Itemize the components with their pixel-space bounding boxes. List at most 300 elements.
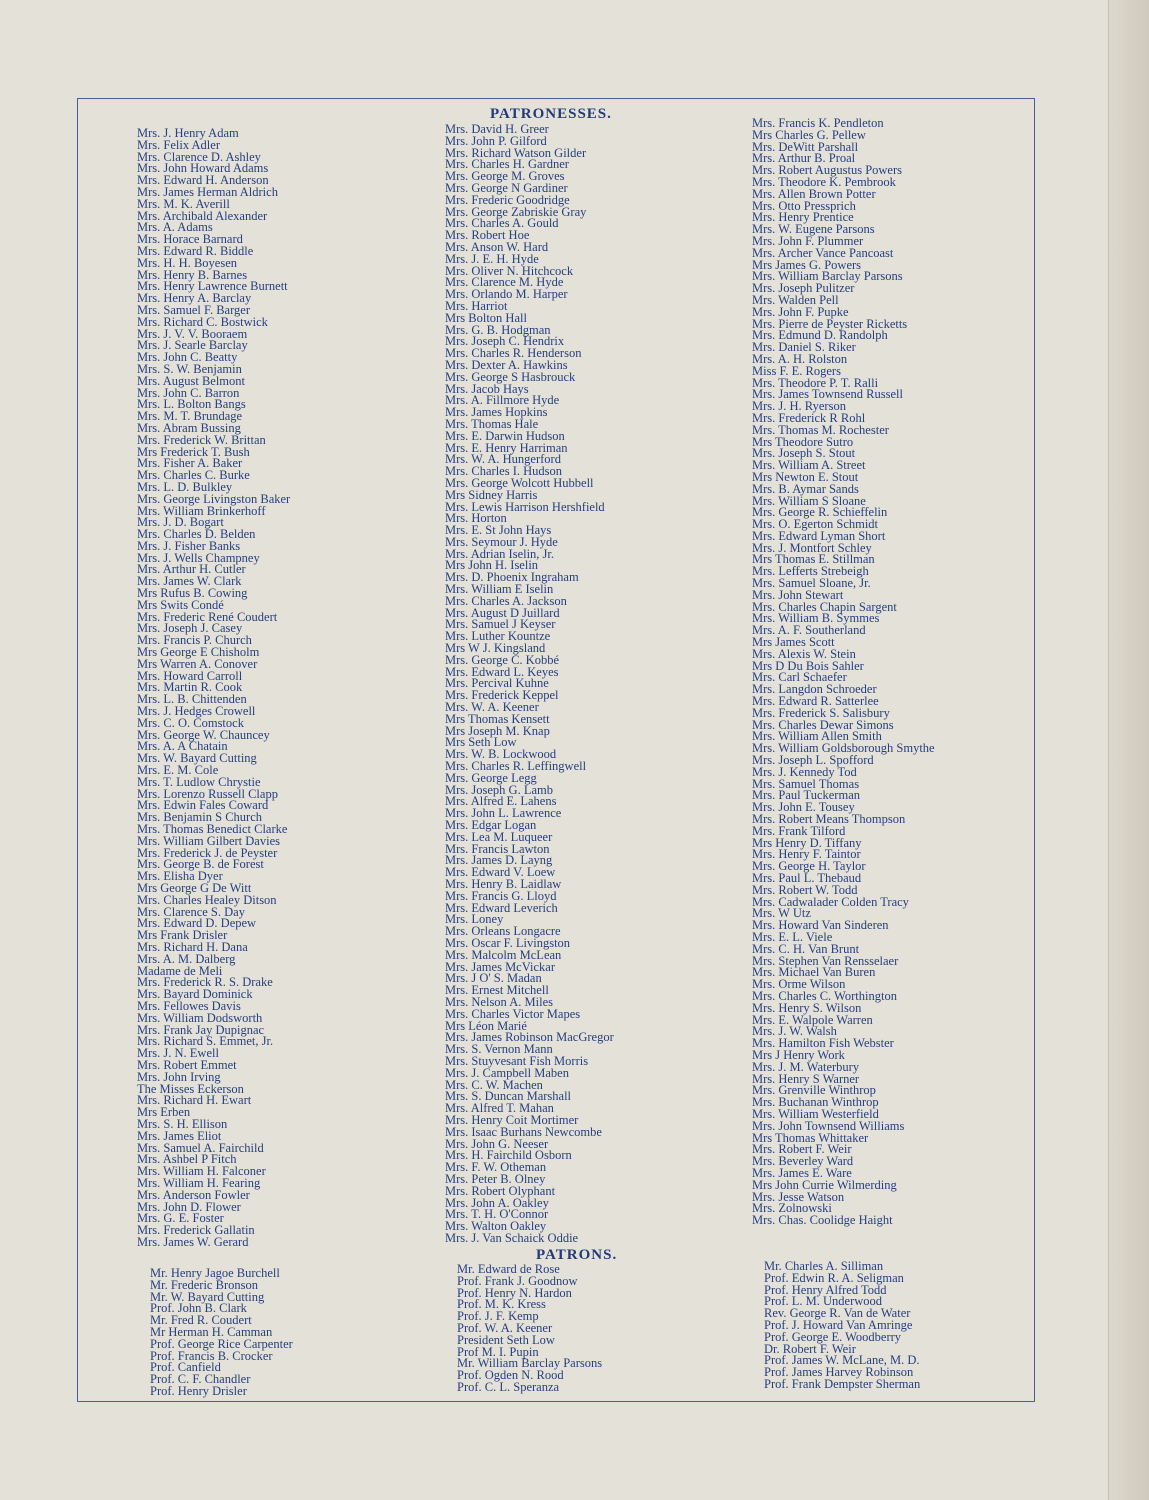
list-item: Mrs. Stephen Van Rensselaer xyxy=(752,953,899,968)
list-item: Mrs. W. Eugene Parsons xyxy=(752,222,875,237)
list-item: Mrs. Walden Pell xyxy=(752,292,839,307)
list-item: Mrs. Richard Watson Gilder xyxy=(445,145,587,160)
list-item: Mrs. William Gilbert Davies xyxy=(137,833,280,848)
list-item: Mrs. David H. Greer xyxy=(445,122,549,136)
list-item: Mrs. Martin R. Cook xyxy=(137,680,243,695)
list-item: Mrs. Robert Olyphant xyxy=(445,1183,556,1198)
list-item: Mrs. Edmund D. Randolph xyxy=(752,328,888,343)
list-item: Mrs. John F. Plummer xyxy=(752,233,864,248)
list-item: Mrs. Adrian Iselin, Jr. xyxy=(445,546,555,561)
list-item: Mrs. George B. de Forest xyxy=(137,857,264,872)
list-item: Mrs. E. Darwin Hudson xyxy=(445,428,565,443)
list-item: Mrs. Lefferts Strebeigh xyxy=(752,564,869,579)
list-item: Mrs. Francis K. Pendleton xyxy=(752,116,884,130)
list-item: Mrs. William Westerfield xyxy=(752,1106,879,1121)
list-item: Mrs. Joseph S. Stout xyxy=(752,446,856,461)
list-item: Mrs. John D. Flower xyxy=(137,1199,241,1214)
list-item: Mrs. Charles A. Jackson xyxy=(445,593,567,608)
list-item: Mrs. Frederick S. Salisbury xyxy=(752,705,890,720)
list-item: Mrs. James Herman Aldrich xyxy=(137,184,278,199)
list-item: Mrs. Samuel F. Barger xyxy=(137,302,250,317)
list-item: Mrs Bolton Hall xyxy=(445,310,527,325)
list-item: Mrs. Samuel J Keyser xyxy=(445,617,556,632)
patrons-heading: PATRONS. xyxy=(536,1247,618,1263)
list-item: Mrs. Ernest Mitchell xyxy=(445,983,549,998)
list-item: Mrs. Nelson A. Miles xyxy=(445,994,553,1009)
list-item: Mrs. Alfred T. Mahan xyxy=(445,1101,554,1116)
list-item: Mrs. Theodore K. Pembrook xyxy=(752,174,896,189)
list-item: Mrs. C. H. Van Brunt xyxy=(752,941,860,956)
list-item: Mrs. W. A. Hungerford xyxy=(445,452,561,467)
list-item: Mrs. Henry S Warner xyxy=(752,1071,860,1086)
list-item: Prof M. I. Pupin xyxy=(457,1344,539,1359)
list-item: Mrs. S. H. Ellison xyxy=(137,1116,228,1131)
list-item: Mrs Léon Marié xyxy=(445,1018,527,1033)
list-item: Miss F. E. Rogers xyxy=(752,363,841,378)
list-item: Mrs. Joseph G. Lamb xyxy=(445,782,553,797)
list-item: Mrs. Carl Schaefer xyxy=(752,670,847,685)
list-item: Mrs Henry D. Tiffany xyxy=(752,835,862,850)
list-item: Mrs. Joseph C. Hendrix xyxy=(445,334,565,349)
list-item: Mrs. Joseph J. Casey xyxy=(137,621,243,636)
list-item: Mrs. L. D. Bulkley xyxy=(137,479,233,494)
list-item: Mrs. Dexter A. Hawkins xyxy=(445,357,568,372)
list-item: Mrs. Arthur H. Cutler xyxy=(137,562,246,577)
list-item: Mrs Thomas Kensett xyxy=(445,711,550,726)
list-item: Mrs. John L. Lawrence xyxy=(445,806,562,821)
list-item: Mrs. Francis Lawton xyxy=(445,841,550,856)
list-item: Mrs. Oliver N. Hitchcock xyxy=(445,263,574,278)
patrons-column-3 xyxy=(764,1261,920,1391)
list-item: Mrs. George M. Groves xyxy=(445,169,565,184)
list-item: Mrs. Anderson Fowler xyxy=(137,1187,250,1202)
list-item: Mrs. Robert Means Thompson xyxy=(752,812,906,827)
list-item: Mrs. Fellowes Davis xyxy=(137,998,241,1013)
list-item: Mrs. Frank Tilford xyxy=(752,823,846,838)
list-item: Mrs. Howard Carroll xyxy=(137,668,243,683)
list-item: Mrs. A. F. Southerland xyxy=(752,623,866,638)
list-item: Mrs. Frederick J. de Peyster xyxy=(137,845,278,860)
list-item: Mrs. Francis P. Church xyxy=(137,633,252,648)
list-item: Mr. Edward de Rose xyxy=(457,1262,560,1276)
list-item: Prof. Canfield xyxy=(150,1360,221,1375)
list-item: Prof. W. A. Keener xyxy=(457,1320,553,1335)
list-item: Mrs. Abram Bussing xyxy=(137,420,241,435)
list-item: Mrs. S. W. Benjamin xyxy=(137,361,242,376)
list-item: Mrs. Charles I. Hudson xyxy=(445,464,563,479)
list-item: Mrs. Samuel Thomas xyxy=(752,776,860,791)
list-item: Mrs. A. Adams xyxy=(137,220,213,235)
list-item: Rev. George R. Van de Water xyxy=(764,1306,911,1321)
list-item: Mrs. Thomas Hale xyxy=(445,416,539,431)
list-item: Mrs. Frederic René Coudert xyxy=(137,609,278,624)
list-item: Mrs. George W. Chauncey xyxy=(137,727,270,742)
list-item: Mrs. S. Duncan Marshall xyxy=(445,1089,572,1104)
list-item: Prof. J. F. Kemp xyxy=(457,1309,539,1324)
list-item: Prof. James Harvey Robinson xyxy=(764,1365,914,1380)
list-item: Mrs. Charles Healey Ditson xyxy=(137,892,277,907)
list-item: Mrs. J. Henry Adam xyxy=(137,126,239,140)
list-item: Mrs. Joseph Pulitzer xyxy=(752,281,855,296)
list-item: Mrs. George Legg xyxy=(445,770,537,785)
list-item: Mrs. Thomas M. Rochester xyxy=(752,422,889,437)
list-item: Prof. George Rice Carpenter xyxy=(150,1336,293,1351)
list-item: Prof. Henry Alfred Todd xyxy=(764,1282,887,1297)
list-item: Prof. J. Howard Van Amringe xyxy=(764,1317,913,1332)
list-item: Prof. L. M. Underwood xyxy=(764,1294,883,1309)
list-item: Mrs. Orme Wilson xyxy=(752,977,846,992)
list-item: Mrs. George N Gardiner xyxy=(445,180,568,195)
list-item: Mrs. Horton xyxy=(445,511,507,526)
list-item: Mrs. Henry B. Barnes xyxy=(137,267,248,282)
list-item: Mrs. Richard H. Dana xyxy=(137,939,248,954)
list-item: Mrs. J. Fisher Banks xyxy=(137,538,241,553)
list-item: Mrs. J. Kennedy Tod xyxy=(752,764,857,779)
list-item: Mrs. James W. Clark xyxy=(137,574,242,589)
list-item: Mrs. A. A Chatain xyxy=(137,739,228,754)
list-item: Prof. Frank J. Goodnow xyxy=(457,1273,578,1288)
list-item: Mrs. G. B. Hodgman xyxy=(445,322,551,337)
list-item: Mrs. Langdon Schroeder xyxy=(752,682,877,697)
list-item: Mrs. M. T. Brundage xyxy=(137,409,243,424)
list-item: Prof. Henry N. Hardon xyxy=(457,1285,572,1300)
list-item: Mrs. Hamilton Fish Webster xyxy=(752,1036,894,1051)
list-item: Mrs. James W. Gerard xyxy=(137,1234,249,1249)
list-item: Mrs. Charles R. Leffingwell xyxy=(445,759,587,774)
list-item: Mrs. August D Juillard xyxy=(445,605,560,620)
list-item: Mrs. J. N. Ewell xyxy=(137,1046,219,1061)
list-item: Mrs. James Townsend Russell xyxy=(752,387,903,402)
list-item: Mrs. William Goldsborough Smythe xyxy=(752,741,935,756)
list-item: Mrs Seth Low xyxy=(445,735,517,750)
list-item: Mrs. John C. Beatty xyxy=(137,350,238,365)
list-item: Mrs. Edward H. Anderson xyxy=(137,173,269,188)
patrons-column-2 xyxy=(457,1264,602,1394)
list-item: Mrs. Fisher A. Baker xyxy=(137,456,243,471)
list-item: Dr. Robert F. Weir xyxy=(764,1341,856,1356)
list-item: Mrs. Lea M. Luqueer xyxy=(445,829,553,844)
list-item: Mrs. Elisha Dyer xyxy=(137,869,223,884)
list-item: Mrs. Paul Tuckerman xyxy=(752,788,860,803)
list-item: Mrs. Edgar Logan xyxy=(445,818,537,833)
list-item: Mrs. E. M. Cole xyxy=(137,763,219,778)
list-item: Mrs. J. Searle Barclay xyxy=(137,338,248,353)
list-item: Mrs. Charles D. Belden xyxy=(137,527,256,542)
list-item: Mrs Warren A. Conover xyxy=(137,656,258,671)
list-item: Prof. John B. Clark xyxy=(150,1301,247,1316)
list-item: Mrs. Zolnowski xyxy=(752,1201,832,1216)
list-item: Mrs. James Robinson MacGregor xyxy=(445,1030,614,1045)
list-item: Mrs. George C. Kobbé xyxy=(445,652,559,667)
list-item: Mrs Thomas E. Stillman xyxy=(752,552,875,567)
list-item: Mrs. William Barclay Parsons xyxy=(752,269,903,284)
list-item: Mrs. A. H. Rolston xyxy=(752,351,848,366)
list-item: Mrs. J. M. Waterbury xyxy=(752,1059,860,1074)
list-item: Mrs. Edward R. Biddle xyxy=(137,243,254,258)
list-item: Mrs. Henry A. Barclay xyxy=(137,291,252,306)
list-item: Mrs. E. L. Viele xyxy=(752,929,833,944)
list-item: Mrs. B. Aymar Sands xyxy=(752,481,859,496)
list-item: Mrs James G. Powers xyxy=(752,257,862,272)
list-item: Mrs. Frederick Keppel xyxy=(445,688,559,703)
list-item: Prof. Frank Dempster Sherman xyxy=(764,1376,921,1391)
list-item: Mrs. George Livingston Baker xyxy=(137,491,291,506)
list-item: Mrs George E Chisholm xyxy=(137,645,260,660)
list-item: Mrs. J. Campbell Maben xyxy=(445,1065,569,1080)
list-item: Mrs. Luther Kountze xyxy=(445,629,551,644)
list-item: Mrs. Horace Barnard xyxy=(137,232,243,247)
list-item: Mrs. Lewis Harrison Hershfield xyxy=(445,499,605,514)
list-item: Mrs. Anson W. Hard xyxy=(445,239,549,254)
list-item: Mrs. Charles C. Burke xyxy=(137,468,250,483)
list-item: Mrs. William H. Falconer xyxy=(137,1164,266,1179)
list-item: Prof. C. L. Speranza xyxy=(457,1379,560,1394)
list-item: Mrs Newton E. Stout xyxy=(752,469,859,484)
list-item: Mrs. John F. Pupke xyxy=(752,304,849,319)
list-item: President Seth Low xyxy=(457,1332,555,1347)
list-item: Mrs John H. Iselin xyxy=(445,558,539,573)
list-item: Mrs. Francis G. Lloyd xyxy=(445,888,557,903)
list-item: Prof. Francis B. Crocker xyxy=(150,1348,273,1363)
list-item: Prof. C. F. Chandler xyxy=(150,1372,251,1387)
list-item: Mrs. Pierre de Peyster Ricketts xyxy=(752,316,908,331)
list-item: Mrs. J. H. Ryerson xyxy=(752,399,846,414)
page-edge xyxy=(1108,0,1149,1500)
list-item: Mrs. Robert W. Todd xyxy=(752,882,858,897)
list-item: Mrs. William Dodsworth xyxy=(137,1010,263,1025)
list-item: Prof. Henry Drisler xyxy=(150,1383,247,1398)
list-item: Mrs. W. B. Lockwood xyxy=(445,747,557,762)
list-item: Mrs. Alexis W. Stein xyxy=(752,646,856,661)
list-item: Mrs. Frederick W. Brittan xyxy=(137,432,266,447)
list-item: Mrs. J. V. V. Booraem xyxy=(137,326,248,341)
list-item: Mrs. Allen Brown Potter xyxy=(752,186,876,201)
list-item: Mrs. James D. Layng xyxy=(445,853,553,868)
list-item: Mrs. W. Bayard Cutting xyxy=(137,751,257,766)
list-item: Mrs. William B. Symmes xyxy=(752,611,880,626)
list-item: Mrs. Richard S. Emmet, Jr. xyxy=(137,1034,274,1049)
list-item: Mrs. John G. Neeser xyxy=(445,1136,549,1151)
list-item: Mrs Theodore Sutro xyxy=(752,434,854,449)
list-item: Mrs. John C. Barron xyxy=(137,385,240,400)
list-item: Prof. Ogden N. Rood xyxy=(457,1368,564,1383)
list-item: Mrs. Archibald Alexander xyxy=(137,208,268,223)
list-item: Mrs. Edward Leverich xyxy=(445,900,558,915)
list-item: Mrs. A. M. Dalberg xyxy=(137,951,236,966)
list-item: Mrs Joseph M. Knap xyxy=(445,723,550,738)
list-item: Mrs. S. Vernon Mann xyxy=(445,1042,553,1057)
list-item: Mrs. T. H. O'Connor xyxy=(445,1207,549,1222)
list-item: Mrs. A. Fillmore Hyde xyxy=(445,393,560,408)
list-item: Mr. Charles A. Silliman xyxy=(764,1259,884,1273)
list-item: Mrs. William Brinkerhoff xyxy=(137,503,266,518)
list-item: Mrs. C. W. Machen xyxy=(445,1077,543,1092)
list-item: Mrs. Loney xyxy=(445,912,504,927)
list-item: Mrs. Charles H. Gardner xyxy=(445,157,569,172)
list-item: Mrs. Buchanan Winthrop xyxy=(752,1095,879,1110)
list-item: Mrs. Charles Victor Mapes xyxy=(445,1006,581,1021)
list-item: Mrs. Robert Emmet xyxy=(137,1057,237,1072)
list-item: Mrs. John E. Tousey xyxy=(752,800,855,815)
list-item: Mrs. H. Fairchild Osborn xyxy=(445,1148,572,1163)
list-item: Mrs. Jesse Watson xyxy=(752,1189,845,1204)
patrons-column-1 xyxy=(150,1268,293,1398)
list-item: Mrs. Frederick R Rohl xyxy=(752,410,866,425)
list-item: Mrs. H. H. Boyesen xyxy=(137,255,237,270)
list-item: Mrs Frederick T. Bush xyxy=(137,444,250,459)
list-item: Mrs. Daniel S. Riker xyxy=(752,340,856,355)
list-item: Mrs. E. Walpole Warren xyxy=(752,1012,873,1027)
list-item: Mrs. Henry Coit Mortimer xyxy=(445,1112,579,1127)
list-item: Mrs. Henry Lawrence Burnett xyxy=(137,279,288,294)
list-item: Mrs. F. W. Otheman xyxy=(445,1160,547,1175)
list-item: Mrs. Henry F. Taintor xyxy=(752,847,861,862)
list-item: Mrs. Felix Adler xyxy=(137,137,220,152)
list-item: Mrs. Henry Prentice xyxy=(752,210,854,225)
list-item: Mrs. James Eliot xyxy=(137,1128,222,1143)
list-item: Mrs. George S Hasbrouck xyxy=(445,369,576,384)
list-item: Mrs. Grenville Winthrop xyxy=(752,1083,876,1098)
list-item: Mrs. Bayard Dominick xyxy=(137,987,253,1002)
list-item: Mrs. Frederick Gallatin xyxy=(137,1223,255,1238)
list-item: Mrs. John Stewart xyxy=(752,587,844,602)
list-item: Mrs. Isaac Burhans Newcombe xyxy=(445,1124,602,1139)
list-item: Mrs. L. B. Chittenden xyxy=(137,692,247,707)
list-item: Mrs. Richard C. Bostwick xyxy=(137,314,268,329)
list-item: Mrs. Jacob Hays xyxy=(445,381,529,396)
list-item: Mrs. Malcolm McLean xyxy=(445,947,562,962)
list-item: Mrs. Beverley Ward xyxy=(752,1154,854,1169)
list-item: Mr. William Barclay Parsons xyxy=(457,1356,603,1371)
list-item: Mrs. Edward D. Depew xyxy=(137,916,257,931)
list-item: Mrs. Lorenzo Russell Clapp xyxy=(137,786,278,801)
list-item: Mrs. Chas. Coolidge Haight xyxy=(752,1213,893,1228)
list-item: Mrs. W Utz xyxy=(752,906,811,921)
list-item: Mrs. William A. Street xyxy=(752,458,866,473)
list-item: Mrs. Cadwalader Colden Tracy xyxy=(752,894,909,909)
list-item: Mrs. Harriot xyxy=(445,298,508,313)
list-item: Mrs. Charles Chapin Sargent xyxy=(752,599,897,614)
list-item: Mrs W J. Kingsland xyxy=(445,641,546,656)
list-item: Mrs. Percival Kuhne xyxy=(445,676,549,691)
list-item: Mrs. George Zabriskie Gray xyxy=(445,204,587,219)
list-item: Mrs. Henry S. Wilson xyxy=(752,1000,862,1015)
list-item: Mrs. James McVickar xyxy=(445,959,555,974)
list-item: Mrs. Seymour J. Hyde xyxy=(445,534,558,549)
list-item: Mrs. Howard Van Sinderen xyxy=(752,918,889,933)
list-item: Mrs. Henry B. Laidlaw xyxy=(445,877,562,891)
list-item: Mrs. Clarence S. Day xyxy=(137,904,245,919)
list-item: Mrs Frank Drisler xyxy=(137,928,228,943)
list-item: Mrs. J. Montfort Schley xyxy=(752,540,872,555)
list-item: Mrs. Orleans Longacre xyxy=(445,924,561,939)
list-item: Mrs. Robert Hoe xyxy=(445,228,530,243)
list-item: Mrs. Samuel Sloane, Jr. xyxy=(752,576,871,591)
list-item: Mrs. Peter B. Olney xyxy=(445,1171,546,1186)
list-item: Mr. Fred R. Coudert xyxy=(150,1313,252,1328)
list-item: Mrs. Clarence D. Ashley xyxy=(137,149,261,164)
list-item: Mrs. E. St John Hays xyxy=(445,523,552,538)
list-item: Mrs D Du Bois Sahler xyxy=(752,658,864,673)
list-item: Mrs. Charles C. Worthington xyxy=(752,988,897,1003)
list-item: Mrs. August Belmont xyxy=(137,373,245,388)
list-item: Mrs. Edward Lyman Short xyxy=(752,528,886,543)
list-item: Mrs. Paul L. Thebaud xyxy=(752,871,862,885)
list-item: Mrs James Scott xyxy=(752,635,835,650)
list-item: Mrs. William H. Fearing xyxy=(137,1175,261,1190)
list-item: Mrs. James Hopkins xyxy=(445,405,548,420)
list-item: Prof. George E. Woodberry xyxy=(764,1329,902,1344)
list-item: Mrs. J. Hedges Crowell xyxy=(137,704,256,719)
list-item: Madame de Meli xyxy=(137,963,223,978)
list-item: Mrs. Benjamin S Church xyxy=(137,810,262,825)
list-item: Mrs. Arthur B. Proal xyxy=(752,151,856,166)
list-item: Mrs Sidney Harris xyxy=(445,487,538,502)
list-item: Mrs. E. Henry Harriman xyxy=(445,440,568,455)
list-item: Mrs. John Irving xyxy=(137,1069,221,1084)
list-item: Mrs Erben xyxy=(137,1105,191,1120)
list-item: Mrs. W. A. Keener xyxy=(445,700,539,715)
list-item: Mrs John Currie Wilmerding xyxy=(752,1177,897,1192)
list-item: Mrs. Alfred E. Lahens xyxy=(445,794,557,809)
list-item: Mrs. William Allen Smith xyxy=(752,729,882,744)
list-item: Mrs. T. Ludlow Chrystie xyxy=(137,774,261,789)
list-item: Mrs. Frederic Goodridge xyxy=(445,192,570,207)
list-item: Mrs. Ashbel P Fitch xyxy=(137,1152,237,1167)
list-item: Mrs. J. W. Walsh xyxy=(752,1024,837,1039)
list-item: The Misses Eckerson xyxy=(137,1081,244,1096)
patronesses-column-1 xyxy=(137,128,290,1249)
list-item: Mr Herman H. Camman xyxy=(150,1324,273,1339)
list-item: Mrs. Frederick R. S. Drake xyxy=(137,975,273,990)
list-item: Mrs. Charles R. Henderson xyxy=(445,346,582,361)
list-item: Mrs. William S Sloane xyxy=(752,493,866,508)
list-item: Mr. Frederic Bronson xyxy=(150,1277,258,1292)
list-item: Mrs. Frank Jay Dupignac xyxy=(137,1022,265,1037)
list-item: Mrs George G De Witt xyxy=(137,881,252,895)
list-item: Prof. Edwin R. A. Seligman xyxy=(764,1270,904,1285)
list-item: Mrs. G. E. Foster xyxy=(137,1211,224,1226)
list-item: Mrs. John A. Oakley xyxy=(445,1195,549,1210)
list-item: Mrs. O. Egerton Schmidt xyxy=(752,517,879,532)
list-item: Mrs. Samuel A. Fairchild xyxy=(137,1140,264,1155)
list-item: Mrs. Orlando M. Harper xyxy=(445,287,568,302)
list-item: Mrs. Theodore P. T. Ralli xyxy=(752,375,879,390)
list-item: Mrs. Robert Augustus Powers xyxy=(752,163,903,178)
list-item: Mrs Rufus B. Cowing xyxy=(137,586,248,601)
patronesses-column-2 xyxy=(445,124,614,1245)
list-item: Mrs. Charles A. Gould xyxy=(445,216,559,231)
list-item: Mrs. Edwin Fales Coward xyxy=(137,798,269,813)
list-item: Mrs. George H. Taylor xyxy=(752,859,866,874)
list-item: Mrs. Otto Pressprich xyxy=(752,198,856,213)
list-item: Mrs. William E Iselin xyxy=(445,582,554,597)
list-item: Mrs. Stuyvesant Fish Morris xyxy=(445,1053,589,1068)
list-item: Mrs. L. Bolton Bangs xyxy=(137,397,246,412)
list-item: Mrs. Thomas Benedict Clarke xyxy=(137,822,288,837)
list-item: Mrs. J. D. Bogart xyxy=(137,515,224,530)
list-item: Mrs Charles G. Pellew xyxy=(752,127,866,142)
list-item: Mrs. John Howard Adams xyxy=(137,161,269,176)
list-item: Mrs. J O' S. Madan xyxy=(445,971,542,986)
list-item: Mrs. Robert F. Weir xyxy=(752,1142,852,1157)
list-item: Mrs. Walton Oakley xyxy=(445,1219,547,1234)
list-item: Mrs J Henry Work xyxy=(752,1047,845,1062)
list-item: Mrs. J. Wells Champney xyxy=(137,550,260,565)
list-item: Mrs. Oscar F. Livingston xyxy=(445,935,571,950)
list-item: Mrs. George Wolcott Hubbell xyxy=(445,475,594,490)
list-item: Mrs. Edward R. Satterlee xyxy=(752,694,879,709)
